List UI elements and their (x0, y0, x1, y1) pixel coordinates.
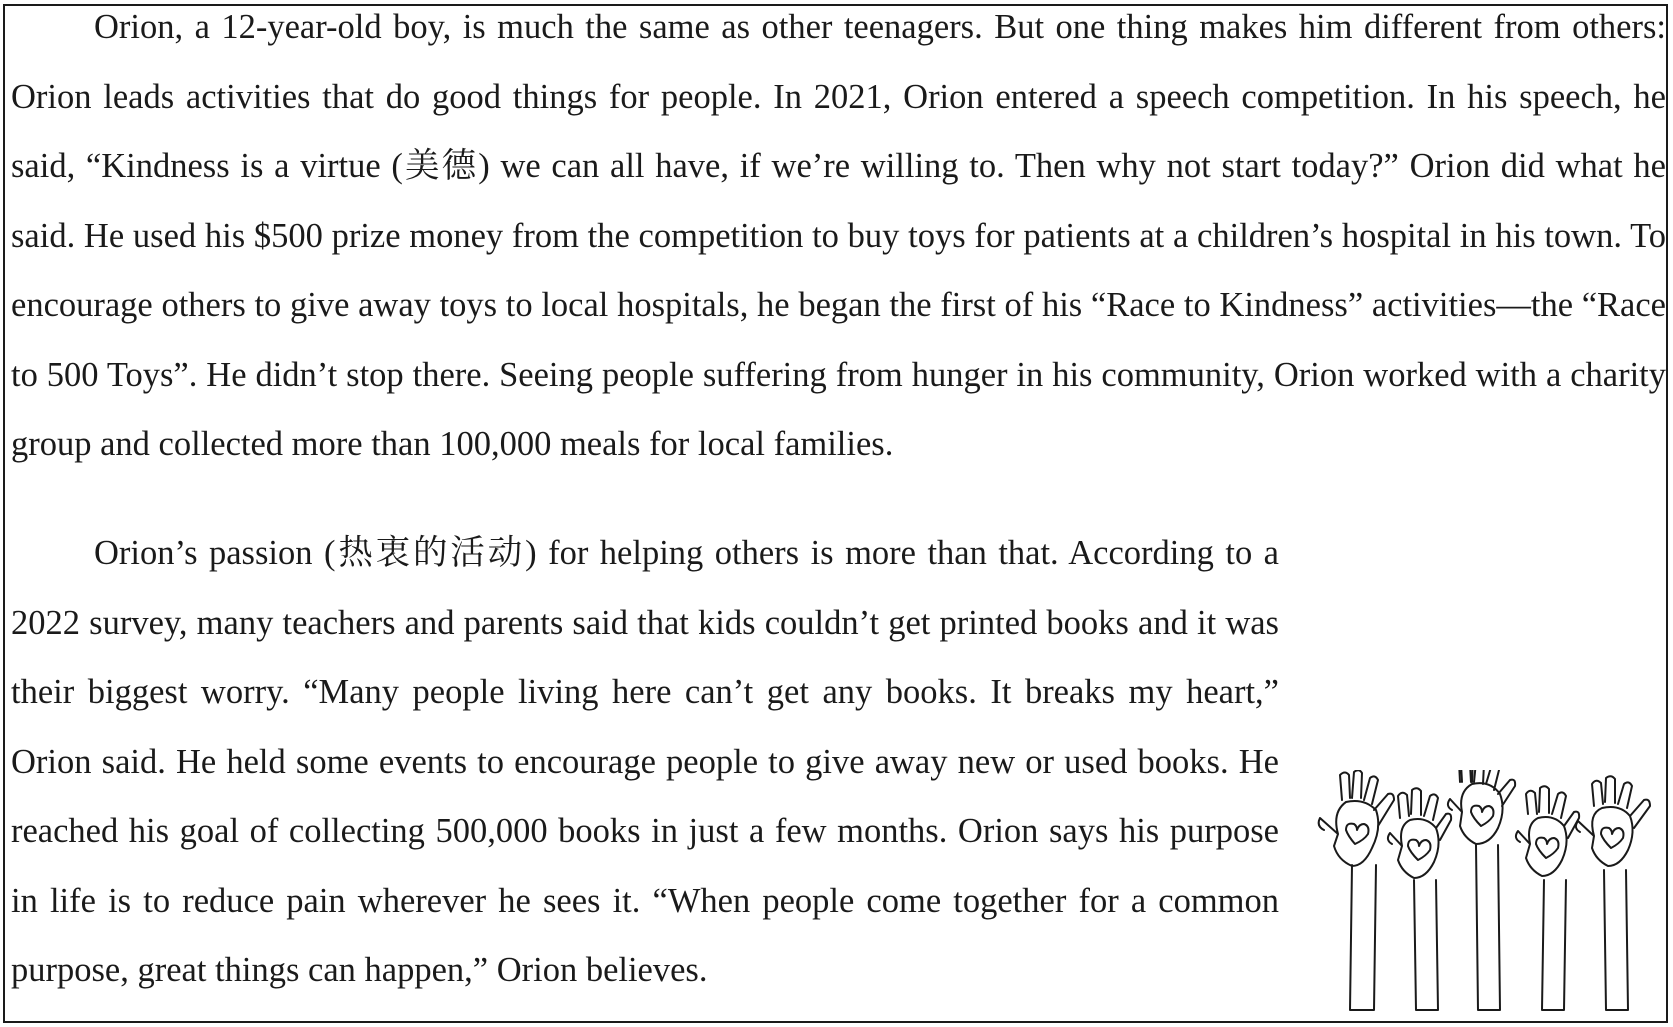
passage-body (11, 4, 1666, 480)
hand-5-icon (1576, 776, 1650, 1010)
hand-4-icon (1516, 786, 1579, 1010)
hand-1-icon (1319, 770, 1394, 1010)
paragraph-2: Orion’s passion (热衷的活动) for helping others is more than that. According to a 2022 survey, many teachers and parents said that kids couldn’t get printed books and it was their biggest worry. “Many people living here can’t get any books. It breaks my heart,” Orion said. He held some events to encourage people to give away new or used books. He reached his goal of collecting 500,000 books in just a few months. Orion says his purpose in life is to reduce pain wherever he sees it. “When people come together for a common purpose, great things can happen,” Orion believes. (11, 519, 1666, 1006)
hand-3-icon (1448, 770, 1515, 1010)
paragraph-1: Orion, a 12-year-old boy, is much the same as other teenagers. But one thing makes him different from others: Orion leads activities that do good things for people. In 2021, Orion entered a speech competition. In his speech, he said, “Kindness is a virtue (美德) we can all have, if we’re willing to. Then why not start today?” Orion did what he said. He used his $500 prize money from the competition to buy toys for patients at a children’s hospital in his town. To encourage others to give away toys to local hospitals, he began the first of his “Race to Kindness” activities—the “Race to 500 Toys”. He didn’t stop there. Seeing people suffering from hunger in his community, Orion worked with a charity group and collected more than 100,000 meals for local families. (11, 8, 1666, 463)
raised-hands-with-hearts-icon (1312, 770, 1667, 1015)
hand-2-icon (1388, 788, 1451, 1010)
